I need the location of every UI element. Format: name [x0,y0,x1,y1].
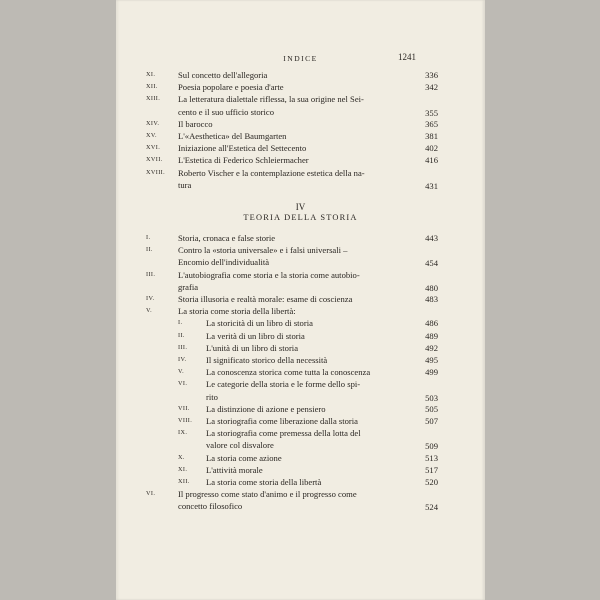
toc-entry-page: 416 [425,155,438,166]
toc-entry-page: 402 [425,143,438,154]
toc-entry-title: La storia come azione [206,452,282,463]
toc-entry-line [116,93,485,105]
toc-entry-title: La storiografia come premessa della lotta del [206,428,361,439]
toc-entry-line [116,354,485,366]
toc-entry-title: La conoscenza storica come tutta la conoscenza [206,367,371,378]
toc-entry-page: 365 [425,118,438,129]
toc-entry-title: Contro la «storia universale» e i falsi universali – [178,245,348,256]
toc-entry-number: XVIII. [146,168,166,176]
toc-entry-number: IV. [178,356,187,363]
toc-entry-title: La storia come storia della libertà [206,477,322,487]
toc-entry-number: IX. [178,429,188,437]
section-numeral: IV [295,202,306,212]
toc-entry-line [116,232,485,244]
toc-entry-title: L'Estetica di Federico Schleiermacher [178,155,309,166]
toc-entry-title: Il significato storico della necessità [206,355,328,365]
toc-entry-title: L'autobiografia come storia e la storia come autobio- [178,269,360,280]
toc-entry-line [116,281,485,293]
toc-entry-line [116,256,485,268]
toc-entry-page: 336 [425,70,438,80]
toc-entry-page: 505 [425,403,438,414]
toc-entry-line [116,415,485,427]
toc-entry-title: La storicità di un libro di storia [206,318,313,329]
toc-entry-page: 480 [425,282,438,293]
toc-entry-page: 495 [425,355,438,365]
toc-entry-line [116,378,485,390]
toc-entry-page: 503 [425,392,438,403]
toc-entry-line [116,179,485,191]
toc-entry-line [116,130,485,142]
toc-entry-line [116,366,485,378]
running-header-title: INDICE [283,54,318,63]
toc-entry-title: Iniziazione all'Estetica del Settecento [178,143,307,154]
toc-entry-title: Roberto Vischer e la contemplazione estetica della na- [178,167,365,178]
toc-entry-line [116,464,485,476]
toc-entry-title: Il barocco [178,118,213,129]
toc-entry-number: XIV. [146,119,160,127]
toc-entry-title: L'«Aesthetica» del Baumgarten [178,131,287,141]
toc-entry-number: III. [178,343,188,351]
toc-entry-title: concetto filosofico [178,501,243,512]
toc-entry-number: IV. [146,295,155,302]
toc-entry-number: VIII. [178,417,193,424]
toc-entry-title: Storia illusoria e realtà morale: esame di coscienza [178,294,353,304]
toc-entry-line [116,106,485,118]
toc-entry-line [116,452,485,464]
toc-entry-title: rito [206,391,218,402]
toc-entry-line [116,476,485,488]
toc-entry-page: 355 [425,107,438,118]
toc-entry-page: 507 [425,416,438,426]
toc-entry-page: 454 [425,258,438,269]
toc-entry-title: Storia, cronaca e false storie [178,233,276,243]
toc-entry-title: L'attività morale [206,464,263,475]
toc-entry-page: 342 [425,82,438,93]
toc-entry-title: Encomio dell'individualità [178,257,270,268]
toc-entry-number: XI. [178,465,188,473]
toc-entry-page: 520 [425,477,438,487]
toc-entry-number: VI. [146,490,156,498]
toc-entry-title: L'unità di un libro di storia [206,342,299,353]
toc-entry-page: 499 [425,367,438,378]
toc-entry-line [116,342,485,354]
toc-entry-page: 443 [425,233,438,243]
toc-entry-number: XIII. [146,95,161,103]
toc-entry-number: I. [178,319,183,327]
toc-entry-line [116,439,485,451]
section-title: TEORIA DELLA STORIA [243,213,358,222]
toc-entry-page: 509 [425,441,438,452]
toc-entry-title: Poesia popolare e poesia d'arte [178,82,284,93]
toc-entry-line [116,488,485,500]
toc-entry-title: La letteratura dialettale riflessa, la sua origine nel Sei- [178,94,364,105]
toc-entry-number: X. [178,453,185,461]
toc-entry-title: La distinzione di azione e pensiero [206,403,326,414]
toc-entry-title: Il progresso come stato d'animo e il progresso come [178,489,357,500]
running-header-page-number: 1241 [398,52,416,62]
toc-entry-number: II. [146,246,153,254]
toc-entry-number: VI. [178,380,188,388]
toc-entry-number: V. [146,307,153,315]
toc-entry-title: Le categorie della storia e le forme dello spi- [206,379,361,390]
toc-entry-number: XVII. [146,156,163,164]
toc-entry-page: 524 [425,502,438,513]
toc-entry-number: III. [146,270,156,278]
toc-entry-page: 492 [425,342,438,353]
toc-entry-number: VII. [178,404,190,412]
toc-entry-line [116,142,485,154]
toc-entry-title: grafia [178,281,199,292]
toc-entry-title: La verità di un libro di storia [206,330,305,341]
toc-entry-title: Sul concetto dell'allegoria [178,70,268,80]
toc-entry-line [116,500,485,512]
toc-entry-line [116,305,485,317]
toc-entry-page: 431 [425,180,438,191]
toc-entry-page: 513 [425,452,438,463]
toc-entry-number: XI. [146,71,156,78]
toc-entry-line [116,391,485,403]
toc-entry-number: XII. [178,478,190,485]
toc-entry-title: La storia come storia della libertà: [178,306,296,317]
toc-entry-line [116,269,485,281]
toc-entry-page: 489 [425,330,438,341]
toc-entry-number: I. [146,234,151,241]
toc-entry-title: valore col disvalore [206,440,274,451]
toc-entry-title: La storiografia come liberazione dalla storia [206,416,358,426]
toc-entry-number: II. [178,331,185,339]
toc-entry-number: XII. [146,83,158,91]
toc-entry-line [116,167,485,179]
toc-entry-line [116,317,485,329]
toc-entry-line [116,330,485,342]
toc-entry-number: XV. [146,132,157,139]
toc-entry-line [116,427,485,439]
toc-entry-page: 486 [425,318,438,329]
toc-entry-title: tura [178,179,192,190]
toc-entry-page: 381 [425,131,438,141]
toc-entry-number: XVI. [146,144,161,152]
toc-entry-line [116,81,485,93]
toc-entry-line [116,118,485,130]
toc-entry-title: cento e il suo ufficio storico [178,106,275,117]
toc-entry-number: V. [178,368,185,376]
toc-entry-page: 517 [425,464,438,475]
toc-entry-line [116,293,485,305]
toc-entry-line [116,69,485,81]
toc-entry-line [116,244,485,256]
toc-entry-page: 483 [425,294,438,304]
toc-entry-line [116,154,485,166]
toc-entry-line [116,403,485,415]
